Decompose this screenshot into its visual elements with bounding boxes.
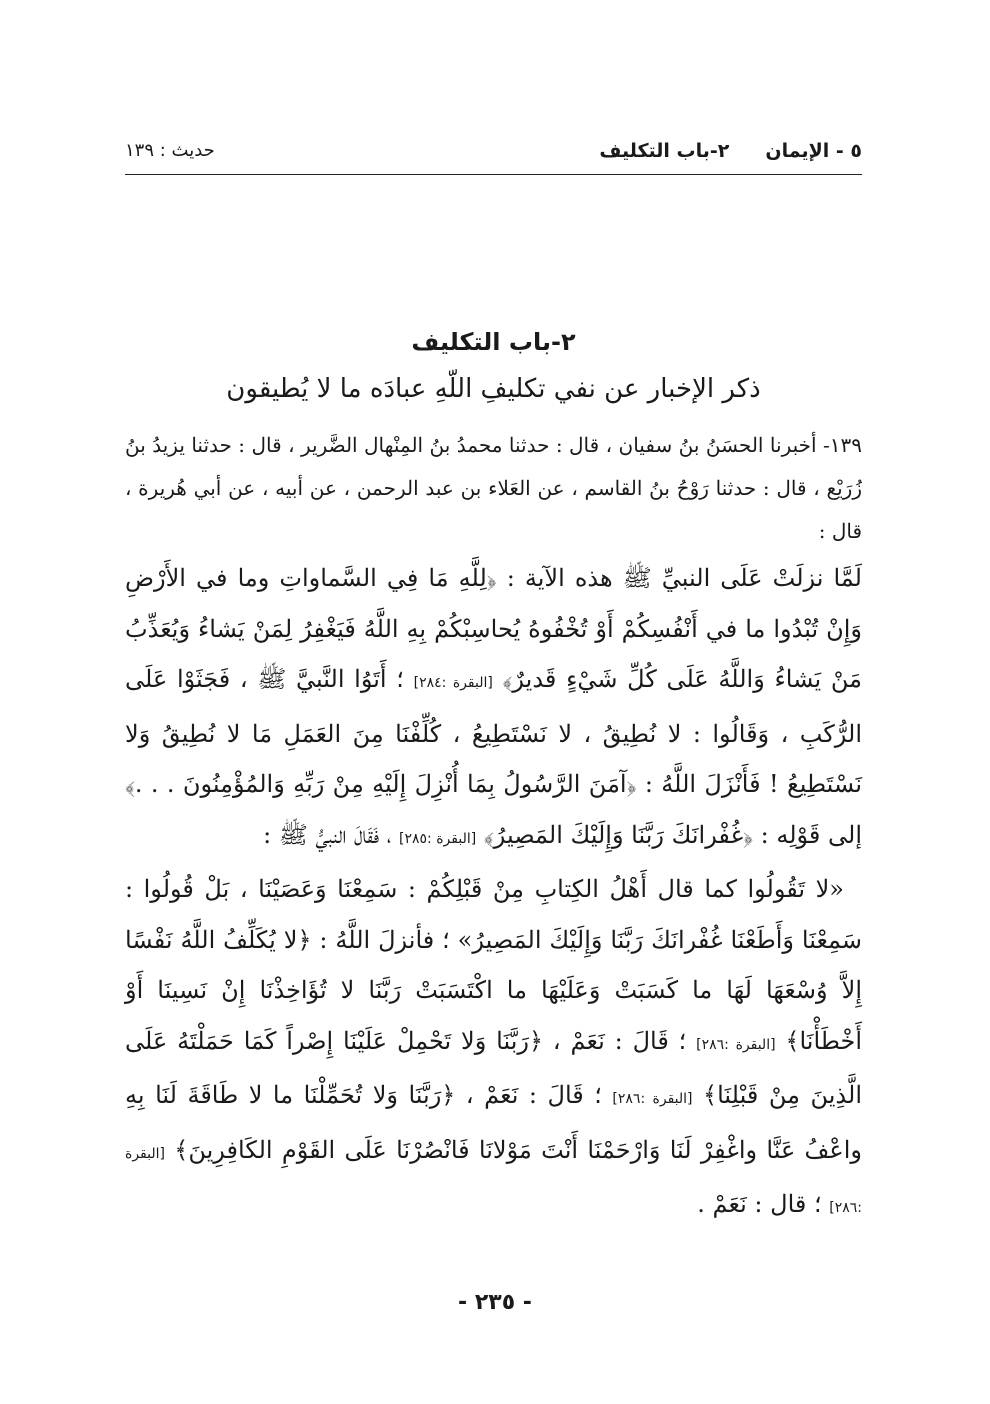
quote-segment: «لا تَقُولُوا كما قال أَهْلُ الكِتابِ مِنْ قَبْلِكُمْ : سَمِعْنَا وَعَصَيْنَا ، بَلْ قُولُوا : سَمِعْنَا وَأَطَعْنَا غُفْرانَكَ رَبَّنَا وَإِلَيْكَ المَصِيرُ» ؛ فأنزلَ اللَّهُ : ﴿لا يُكَلِّفُ اللَّهُ نَفْسًا إِلاَّ وُسْعَهَا لَهَا ما كَسَبَتْ وَعَلَيْهَا ما اكْتَسَبَتْ رَبَّنَا لا تُؤَاخِذْنَا إِنْ نَسِينَا أَوْ أَخْطَأْنَا﴾: [125, 875, 863, 1055]
matn-paragraph: [125, 553, 862, 864]
page-number: - ٢٣٥ -: [458, 1290, 532, 1315]
quran-reference: [البقرة :٢٨٥]: [399, 830, 477, 847]
header-section-titles: [599, 140, 862, 162]
quran-reference: [البقرة :٢٨٦]: [612, 1091, 693, 1107]
prophet-quote-paragraph: [125, 864, 862, 1234]
header-hadith-number: حديث : ١٣٩: [125, 140, 215, 161]
section-subtitle: ذكر الإخبار عن نفي تكليفِ اللّهِ عبادَه ما لا يُطيقون: [226, 374, 761, 404]
quran-reference: [البقرة :٢٨٦]: [125, 1145, 862, 1216]
chapter-title: ٢-باب التكليف: [411, 328, 576, 356]
matn-segment: ، فَقَالَ النبيُّ ﷺ :: [263, 820, 392, 849]
quran-reference: [البقرة :٢٨٦]: [696, 1036, 776, 1053]
matn-segment: لَمَّا نزلَتْ عَلَى النبيِّ ﷺ هذه الآية : ﴿لِلَّهِ مَا فِي السَّماواتِ وما في الأَرْضِ وَإِنْ تُبْدُوا ما في أَنْفُسِكُمْ أَوْ تُخْفُوهُ يُحاسِبْكُمْ بِهِ اللَّهُ فَيَغْفِرُ لِمَنْ يَشاءُ وَيُعَذِّبُ مَنْ يَشاءُ وَاللَّهُ عَلَى كُلِّ شَيْءٍ قَديرٌ﴾: [125, 564, 862, 693]
quote-segment: ؛ قَالَ : نَعَمْ ، ﴿رَبَّنَا وَلا تُحَمِّلْنَا ما لا طَاقَةَ لَنَا بِهِ واعْفُ عَنَّا واغْفِرْ لَنَا وَارْحَمْنَا أَنْتَ مَوْلانَا فَانْصُرْنَا عَلَى القَوْمِ الكَافِرِينَ﴾: [125, 1081, 862, 1164]
quran-reference: [البقرة :٢٨٤]: [413, 675, 493, 691]
running-header: [125, 140, 862, 174]
header-book-title: ٥ - الإيمان: [765, 140, 862, 162]
quote-segment: ؛ قَالَ : نَعَمْ ، ﴿رَبَّنَا وَلا تَحْمِلْ عَلَيْنَا إِصْراً كَمَا حَمَلْتَهُ عَلَى الَّذِينَ مِنْ قَبْلِنَا﴾: [125, 1026, 862, 1109]
matn-segment: ؛ أَتَوُا النَّبيَّ ﷺ ، فَجَثَوْا عَلَى الرُّكَبِ ، وَقَالُوا : لا نُطِيقُ ، لا نَسْتَطِيعُ ، كُلِّفْنَا مِنَ العَمَلِ مَا لا نُطِيقُ وَلا نَسْتَطِيعُ ! فَأَنْزَلَ اللَّهُ : ﴿آمَنَ الرَّسُولُ بِمَا أُنْزِلَ إِلَيْهِ مِنْ رَبِّهِ وَالمُؤْمِنُونَ . . .﴾ إلى قَوْلِه : ﴿غُفْرانَكَ رَبَّنَا وَإِلَيْكَ المَصِيرُ﴾: [125, 665, 862, 849]
header-rule: [125, 174, 862, 175]
isnad-paragraph: ١٣٩- أخبرنا الحسَنُ بنُ سفيان ، قال : حدثنا محمدُ بنُ المِنْهال الضَّرير ، قال : حدثنا يزيدُ بنُ زُرَيْع ، قال : حدثنا رَوْحُ بنُ القاسم ، عن العَلاء بن عبد الرحمن ، عن أبيه ، عن أبي هُريرة ، قال :: [125, 433, 862, 543]
hadith-text: [125, 424, 862, 1234]
quote-segment: ؛ قال : نَعَمْ .: [697, 1190, 822, 1218]
header-chapter-title: ٢-باب التكليف: [599, 140, 730, 162]
